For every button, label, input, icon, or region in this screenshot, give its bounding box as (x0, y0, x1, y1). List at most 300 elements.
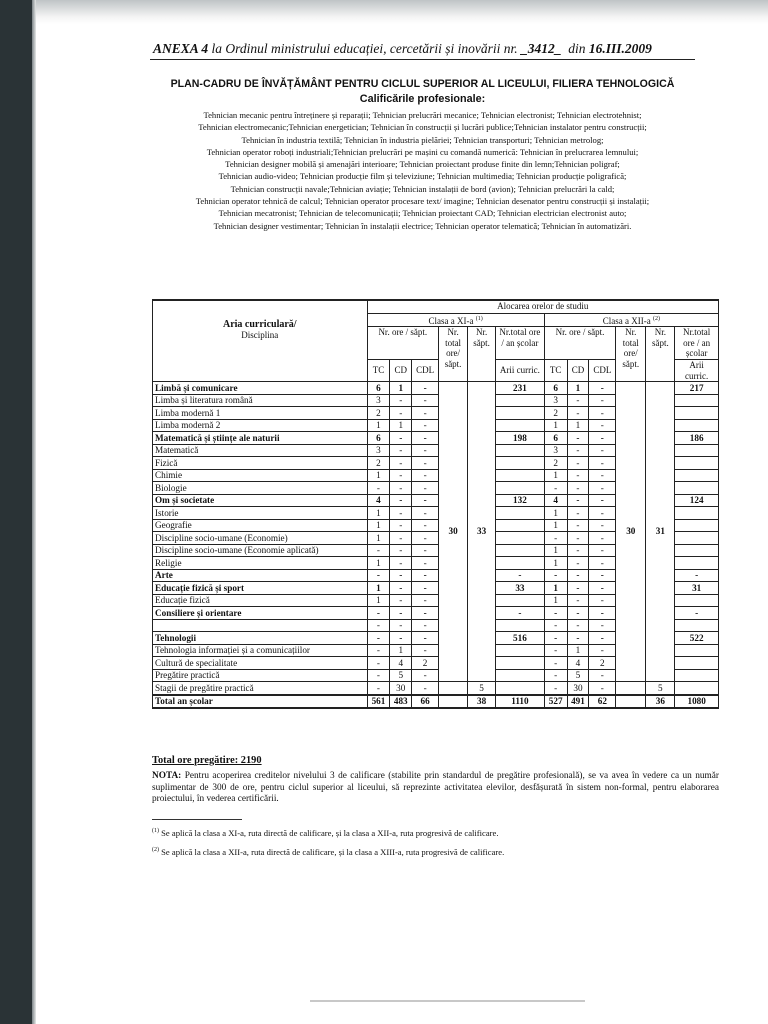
tc-hours-class-11: - (367, 482, 390, 495)
tc-hours-class-11: 1 (367, 507, 390, 520)
area-total-hours-class-12 (675, 619, 719, 632)
header-hours-week-12: Nr. ore / săpt. (544, 327, 616, 360)
cd-hours-class-11: - (390, 494, 412, 507)
cdl-hours-class-12: - (589, 394, 616, 407)
tc-hours-class-12: 2 (544, 407, 567, 420)
area-total-hours-class-11 (496, 394, 545, 407)
discipline-name: Educație fizică (153, 594, 368, 607)
tc-hours-class-11: 3 (367, 444, 390, 457)
total-week-class-12-empty (616, 695, 646, 709)
scan-binding-strip (0, 0, 32, 1024)
tc-hours-class-11: 2 (367, 457, 390, 470)
scan-top-shadow (36, 0, 768, 24)
cd-hours-class-11: - (390, 519, 412, 532)
header-total-year-12: Nr.total ore / an școlar (675, 327, 719, 360)
cd-hours-class-12: - (567, 594, 589, 607)
header-weeks-12: Nr. săpt. (646, 327, 675, 382)
cd-hours-class-11: - (390, 607, 412, 620)
area-total-hours-class-12: - (675, 569, 719, 582)
tc-hours-class-11: - (367, 607, 390, 620)
cdl-hours-class-11: - (412, 519, 439, 532)
area-total-hours-class-12 (675, 644, 719, 657)
discipline-name: Religie (153, 557, 368, 570)
total-weeks-class-11: 38 (468, 695, 496, 709)
tc-hours-class-11: 4 (367, 494, 390, 507)
curricular-area-name: Arte (153, 569, 368, 582)
discipline-name: Chimie (153, 469, 368, 482)
curricular-area-row (153, 382, 719, 395)
tc-hours-class-11: 6 (367, 382, 390, 395)
cd-hours-class-11: - (390, 532, 412, 545)
cdl-hours-class-12: - (589, 582, 616, 595)
cd-hours-class-11: - (390, 582, 412, 595)
total-year-class-11: 1110 (496, 695, 545, 709)
header-area-label: Aria curriculară/ (222, 318, 297, 330)
cd-hours-class-11: 4 (390, 657, 412, 670)
header-tc-11: TC (367, 360, 390, 382)
area-total-hours-class-12 (675, 669, 719, 682)
tc-hours-class-12: - (544, 657, 567, 670)
discipline-name: Fizică (153, 457, 368, 470)
qualifications-heading: Calificările profesionale: (359, 93, 486, 105)
header-class-12-footnote-mark: (2) (653, 315, 660, 322)
cd-hours-class-12: - (567, 582, 589, 595)
tc-hours-class-12: 4 (544, 494, 567, 507)
total-cd-class-11: 483 (390, 695, 412, 709)
cdl-hours-class-12: - (589, 469, 616, 482)
area-total-hours-class-11 (496, 469, 545, 482)
area-total-hours-class-11 (496, 657, 545, 670)
order-number: _3412_ (521, 41, 562, 56)
area-total-hours-class-11: 516 (496, 632, 545, 645)
tc-hours-class-12: 3 (544, 444, 567, 457)
annex-prefix: ANEXA 4 (153, 41, 209, 56)
total-tc-class-11: 561 (367, 695, 390, 709)
qualifications-line: Tehnician designer vestimentar; Tehnician în instalații electrice; Tehnician operator telematică; Tehnician în automatizări. (213, 220, 632, 231)
cdl-hours-class-12: - (589, 619, 616, 632)
tc-hours-class-11: - (367, 669, 390, 682)
curriculum-table-body (153, 382, 719, 709)
header-total-week-11: Nr. total ore/ săpt. (439, 327, 468, 382)
area-total-hours-class-12 (675, 507, 719, 520)
cd-hours-class-12: - (567, 619, 589, 632)
area-total-hours-class-11: 33 (496, 582, 545, 595)
header-area-discipline (153, 300, 368, 382)
cdl-hours-class-12: 2 (589, 657, 616, 670)
discipline-name: Limba și literatura română (153, 394, 368, 407)
cd-hours-class-11: - (390, 482, 412, 495)
total-row (153, 695, 719, 709)
header-class-11-footnote-mark: (1) (475, 315, 483, 322)
area-total-hours-class-11: - (496, 607, 545, 620)
area-total-hours-class-11 (496, 444, 545, 457)
area-total-hours-class-11 (496, 519, 545, 532)
qualifications-list (150, 109, 695, 232)
qualifications-line: Tehnician construcții navale;Tehnician aviație; Tehnician instalații de bord (avion); Tehnician prelucrări la cald; (230, 183, 615, 194)
total-tc-class-12: 527 (544, 695, 567, 709)
curricular-area-name: Om și societate (153, 494, 368, 507)
cdl-hours-class-11: - (412, 419, 439, 432)
cd-hours-class-12: 1 (567, 644, 589, 657)
header-class-11-label: Clasa a XI-a (428, 315, 474, 326)
tc-hours-class-12: 1 (544, 544, 567, 557)
cdl-hours-class-12: - (589, 519, 616, 532)
footnote-2 (152, 842, 719, 861)
area-total-hours-class-12: 124 (675, 494, 719, 507)
area-total-hours-class-12: 522 (675, 632, 719, 645)
area-total-hours-class-12 (675, 457, 719, 470)
discipline-name: Pregătire practică (153, 669, 368, 682)
cdl-hours-class-11: - (412, 532, 439, 545)
cd-hours-class-12: - (567, 444, 589, 457)
area-total-hours-class-12 (675, 557, 719, 570)
footnote-rule (152, 819, 242, 820)
tc-hours-class-12: - (544, 607, 567, 620)
cd-hours-class-12: - (567, 407, 589, 420)
area-total-hours-class-12 (675, 469, 719, 482)
cdl-hours-class-11: - (412, 469, 439, 482)
discipline-name: Cultură de specialitate (153, 657, 368, 670)
header-class-12-label: Clasa a XII-a (602, 315, 651, 326)
cd-hours-class-11: - (390, 594, 412, 607)
cdl-hours-class-12: - (589, 594, 616, 607)
tc-hours-class-11: - (367, 619, 390, 632)
discipline-name: Matematică (153, 444, 368, 457)
cd-hours-class-11: - (390, 432, 412, 445)
cdl-hours-class-12: - (589, 432, 616, 445)
tc-hours-class-12: - (544, 532, 567, 545)
discipline-name: Tehnologia informației și a comunicațiilor (153, 644, 368, 657)
cd-hours-class-11: - (390, 444, 412, 457)
cd-hours-class-12: - (567, 569, 589, 582)
cd-hours-class-12: 5 (567, 669, 589, 682)
tc-hours-class-11: 2 (367, 407, 390, 420)
cd-hours-class-11: - (390, 407, 412, 420)
area-total-hours-class-11 (496, 544, 545, 557)
tc-hours-class-12: 6 (544, 382, 567, 395)
area-total-hours-class-11 (496, 557, 545, 570)
tc-hours-class-12: - (544, 569, 567, 582)
area-total-hours-class-12 (675, 407, 719, 420)
date-prefix: din (561, 41, 589, 56)
header-weeks-11: Nr. săpt. (468, 327, 496, 382)
footnote-2-mark: (2) (152, 846, 159, 853)
area-total-hours-class-12 (675, 419, 719, 432)
cdl-hours-class-11: - (412, 557, 439, 570)
area-total-hours-class-11: 132 (496, 494, 545, 507)
total-label: Total an școlar (153, 695, 368, 709)
cdl-hours-class-12: - (589, 444, 616, 457)
header-allocation: Alocarea orelor de studiu (367, 300, 718, 313)
note-paragraph (152, 771, 719, 806)
tc-hours-class-11: 1 (367, 582, 390, 595)
cd-hours-class-12: - (567, 394, 589, 407)
weeks-class-12: 31 (646, 382, 675, 682)
area-total-hours-class-11 (496, 419, 545, 432)
tc-hours-class-11: 1 (367, 557, 390, 570)
tc-hours-class-11: 1 (367, 594, 390, 607)
header-class-11 (367, 313, 544, 327)
discipline-name: Biologie (153, 482, 368, 495)
cdl-hours-class-11: - (412, 594, 439, 607)
cdl-hours-class-12: - (589, 494, 616, 507)
cdl-hours-class-12: - (589, 482, 616, 495)
cd-hours-class-12: - (567, 632, 589, 645)
tc-hours-class-11: - (367, 569, 390, 582)
cdl-hours-class-11: - (412, 457, 439, 470)
footnote-1-text: Se aplică la clasa a XI-a, ruta directă de calificare, și la clasa a XII-a, ruta progresivă de calificare. (159, 827, 499, 838)
cdl-hours-class-12: - (589, 457, 616, 470)
total-hours-week-class-11: 30 (439, 382, 468, 682)
cd-hours-class-12: - (567, 519, 589, 532)
header-arii-12: Arii curric. (675, 360, 719, 382)
tc-hours-class-11: 1 (367, 469, 390, 482)
tc-hours-class-12: - (544, 682, 567, 695)
tc-hours-class-11: - (367, 657, 390, 670)
qualifications-line: Tehnician în industria textilă; Tehnician în industria pielăriei; Tehnician transporturi; Tehnician metrolog; (241, 134, 604, 145)
tc-hours-class-12: 1 (544, 507, 567, 520)
cd-hours-class-12: - (567, 457, 589, 470)
header-total-week-12: Nr. total ore/ săpt. (616, 327, 646, 382)
cd-hours-class-12: - (567, 544, 589, 557)
header-total-year-11: Nr.total ore / an școlar (496, 327, 545, 360)
cd-hours-class-11: - (390, 457, 412, 470)
note-label: NOTA: (152, 771, 182, 781)
header-arii-11: Arii curric. (496, 360, 545, 382)
scan-binding-edge (32, 0, 36, 1024)
header-cdl-12: CDL (589, 360, 616, 382)
cd-hours-class-11: - (390, 632, 412, 645)
qualifications-line: Tehnician electromecanic;Tehnician energetician; Tehnician în construcții și lucrări publice;Tehnician instalator pentru construcții; (198, 122, 647, 133)
cdl-hours-class-12: - (589, 382, 616, 395)
tc-hours-class-12: 1 (544, 519, 567, 532)
cdl-hours-class-11: - (412, 619, 439, 632)
total-year-class-12: 1080 (675, 695, 719, 709)
cdl-hours-class-11: - (412, 582, 439, 595)
total-weeks-class-12: 36 (646, 695, 675, 709)
qualifications-line: Tehnician operator roboți industriali;Tehnician prelucrări pe mașini cu comandă numerică: Tehnician în prelucrarea lemnului; (206, 146, 639, 157)
header-cd-12: CD (567, 360, 589, 382)
cdl-hours-class-12: - (589, 532, 616, 545)
total-hours-week-class-12: 30 (616, 382, 646, 682)
tc-hours-class-12: 1 (544, 419, 567, 432)
tc-hours-class-11: 1 (367, 419, 390, 432)
cd-hours-class-11: 1 (390, 419, 412, 432)
cdl-hours-class-11: - (412, 507, 439, 520)
cd-hours-class-11: 1 (390, 644, 412, 657)
area-total-hours-class-11 (496, 532, 545, 545)
cdl-hours-class-12: - (589, 682, 616, 695)
total-hours-week-class-11-empty (439, 682, 468, 695)
order-date: 16.III.2009 (588, 41, 652, 56)
cdl-hours-class-12: - (589, 569, 616, 582)
cd-hours-class-12: - (567, 532, 589, 545)
tc-hours-class-12: 1 (544, 469, 567, 482)
tc-hours-class-11: - (367, 644, 390, 657)
area-total-hours-class-12: 31 (675, 582, 719, 595)
cdl-hours-class-12: - (589, 669, 616, 682)
qualifications-line: Tehnician mecatronist; Tehnician de telecomunicații; Tehnician proiectant CAD; Tehnician electrician electronist auto; (218, 208, 627, 219)
qualifications-line: Tehnician designer mobilă și amenajări interioare; Tehnician proiectant produse finite din lemn;Tehnician poligraf; (225, 159, 620, 170)
qualifications-line: Tehnician mecanic pentru întreținere și reparații; Tehnician prelucrări mecanice; Tehnician electronist; Tehnician electrotehnist; (203, 110, 642, 120)
cdl-hours-class-12: - (589, 632, 616, 645)
area-total-hours-class-11 (496, 507, 545, 520)
header-class-12 (544, 313, 718, 327)
curricular-area-name: Consiliere și orientare (153, 607, 368, 620)
cd-hours-class-12: - (567, 557, 589, 570)
tc-hours-class-11: - (367, 544, 390, 557)
discipline-name: Limba modernă 1 (153, 407, 368, 420)
cdl-hours-class-12: - (589, 544, 616, 557)
cdl-hours-class-11: - (412, 569, 439, 582)
discipline-name: Geografie (153, 519, 368, 532)
cd-hours-class-12: 1 (567, 419, 589, 432)
area-total-hours-class-11: - (496, 569, 545, 582)
area-total-hours-class-11 (496, 407, 545, 420)
tc-hours-class-11: 1 (367, 519, 390, 532)
cdl-hours-class-12: - (589, 607, 616, 620)
curricular-area-name: Matematică și științe ale naturii (153, 432, 368, 445)
discipline-name: Limba modernă 2 (153, 419, 368, 432)
area-total-hours-class-11: 198 (496, 432, 545, 445)
area-total-hours-class-12 (675, 594, 719, 607)
area-total-hours-class-12 (675, 657, 719, 670)
cd-hours-class-11: - (390, 507, 412, 520)
area-total-hours-class-11 (496, 619, 545, 632)
header-hours-week-11: Nr. ore / săpt. (367, 327, 439, 360)
weeks-practice-class-12: 5 (646, 682, 675, 695)
cdl-hours-class-12: - (589, 507, 616, 520)
tc-hours-class-12: 1 (544, 582, 567, 595)
cdl-hours-class-12: - (589, 407, 616, 420)
cd-hours-class-11: - (390, 544, 412, 557)
footnote-1-mark: (1) (152, 827, 159, 834)
cd-hours-class-12: - (567, 607, 589, 620)
total-cd-class-12: 491 (567, 695, 589, 709)
area-total-hours-class-12 (675, 444, 719, 457)
cdl-hours-class-11: - (412, 544, 439, 557)
tc-hours-class-12: 1 (544, 557, 567, 570)
discipline-name (153, 619, 368, 632)
tc-hours-class-12: - (544, 619, 567, 632)
tc-hours-class-11: - (367, 632, 390, 645)
cd-hours-class-11: - (390, 619, 412, 632)
tc-hours-class-12: - (544, 644, 567, 657)
total-preparation-hours: Total ore pregătire: 2190 (152, 755, 262, 766)
weeks-practice-class-11: 5 (468, 682, 496, 695)
total-cdl-class-11: 66 (412, 695, 439, 709)
qualifications-line: Tehnician audio-video; Tehnician producție film și televiziune; Tehnician multimedia; Tehnician producție poligrafică; (218, 171, 627, 182)
area-total-hours-class-11 (496, 594, 545, 607)
scan-bottom-mark (310, 1000, 585, 1002)
curricular-area-name: Tehnologii (153, 632, 368, 645)
tc-hours-class-11: - (367, 682, 390, 695)
cd-hours-class-12: - (567, 482, 589, 495)
cdl-hours-class-11: - (412, 494, 439, 507)
discipline-name: Discipline socio-umane (Economie) (153, 532, 368, 545)
cd-hours-class-11: - (390, 569, 412, 582)
cdl-hours-class-11: - (412, 444, 439, 457)
discipline-name: Discipline socio-umane (Economie aplicată) (153, 544, 368, 557)
tc-hours-class-12: 3 (544, 394, 567, 407)
discipline-row (153, 682, 719, 695)
header-discipline-label: Disciplina (241, 330, 279, 341)
tc-hours-class-12: 6 (544, 432, 567, 445)
cd-hours-class-12: 1 (567, 382, 589, 395)
cd-hours-class-12: - (567, 469, 589, 482)
notes-section (152, 755, 719, 861)
area-total-hours-class-12: - (675, 607, 719, 620)
tc-hours-class-11: 6 (367, 432, 390, 445)
cd-hours-class-12: - (567, 432, 589, 445)
cdl-hours-class-11: - (412, 482, 439, 495)
tc-hours-class-12: - (544, 669, 567, 682)
area-total-hours-class-12: 186 (675, 432, 719, 445)
cdl-hours-class-11: - (412, 432, 439, 445)
area-total-hours-class-11 (496, 482, 545, 495)
footnote-2-text: Se aplică la clasa a XII-a, ruta directă de calificare, și la clasa a XIII-a, ruta progresivă de calificare. (159, 846, 505, 857)
area-total-hours-class-11 (496, 644, 545, 657)
cdl-hours-class-11: - (412, 644, 439, 657)
cdl-hours-class-11: - (412, 382, 439, 395)
cd-hours-class-11: 5 (390, 669, 412, 682)
tc-hours-class-12: 1 (544, 594, 567, 607)
cdl-hours-class-11: - (412, 407, 439, 420)
curricular-area-name: Limbă și comunicare (153, 382, 368, 395)
tc-hours-class-11: 3 (367, 394, 390, 407)
curricular-area-name: Educație fizică și sport (153, 582, 368, 595)
curriculum-table (152, 299, 719, 709)
cdl-hours-class-11: 2 (412, 657, 439, 670)
tc-hours-class-12: - (544, 632, 567, 645)
cd-hours-class-11: 30 (390, 682, 412, 695)
header-tc-12: TC (544, 360, 567, 382)
cd-hours-class-11: - (390, 469, 412, 482)
cd-hours-class-11: - (390, 394, 412, 407)
header-cdl-11: CDL (412, 360, 439, 382)
document-page (150, 40, 695, 232)
cdl-hours-class-11: - (412, 682, 439, 695)
area-total-hours-class-12 (675, 532, 719, 545)
area-total-hours-class-12 (675, 482, 719, 495)
area-total-hours-class-12 (675, 544, 719, 557)
cdl-hours-class-11: - (412, 632, 439, 645)
cd-hours-class-12: 4 (567, 657, 589, 670)
annex-header (150, 40, 695, 60)
cd-hours-class-11: 1 (390, 382, 412, 395)
area-total-hours-class-12 (675, 682, 719, 695)
annex-text: la Ordinul ministrului educației, cercetării și inovării nr. (208, 41, 522, 56)
total-week-class-11-empty (439, 695, 468, 709)
cd-hours-class-12: - (567, 494, 589, 507)
tc-hours-class-11: 1 (367, 532, 390, 545)
area-total-hours-class-11 (496, 457, 545, 470)
weeks-class-11: 33 (468, 382, 496, 682)
cdl-hours-class-11: - (412, 394, 439, 407)
document-title: PLAN-CADRU DE ÎNVĂȚĂMÂNT PENTRU CICLUL SUPERIOR AL LICEULUI, FILIERA TEHNOLOGICĂ (170, 78, 675, 90)
cdl-hours-class-12: - (589, 419, 616, 432)
area-total-hours-class-11 (496, 682, 545, 695)
area-total-hours-class-11: 231 (496, 382, 545, 395)
area-total-hours-class-11 (496, 669, 545, 682)
tc-hours-class-12: 2 (544, 457, 567, 470)
qualifications-line: Tehnician operator tehnică de calcul; Tehnician operator procesare text/ imagine; Tehnician desenator pentru construcții și instalații; (195, 196, 650, 207)
total-cdl-class-12: 62 (589, 695, 616, 709)
area-total-hours-class-12 (675, 394, 719, 407)
cd-hours-class-11: - (390, 557, 412, 570)
cdl-hours-class-11: - (412, 669, 439, 682)
cdl-hours-class-12: - (589, 644, 616, 657)
